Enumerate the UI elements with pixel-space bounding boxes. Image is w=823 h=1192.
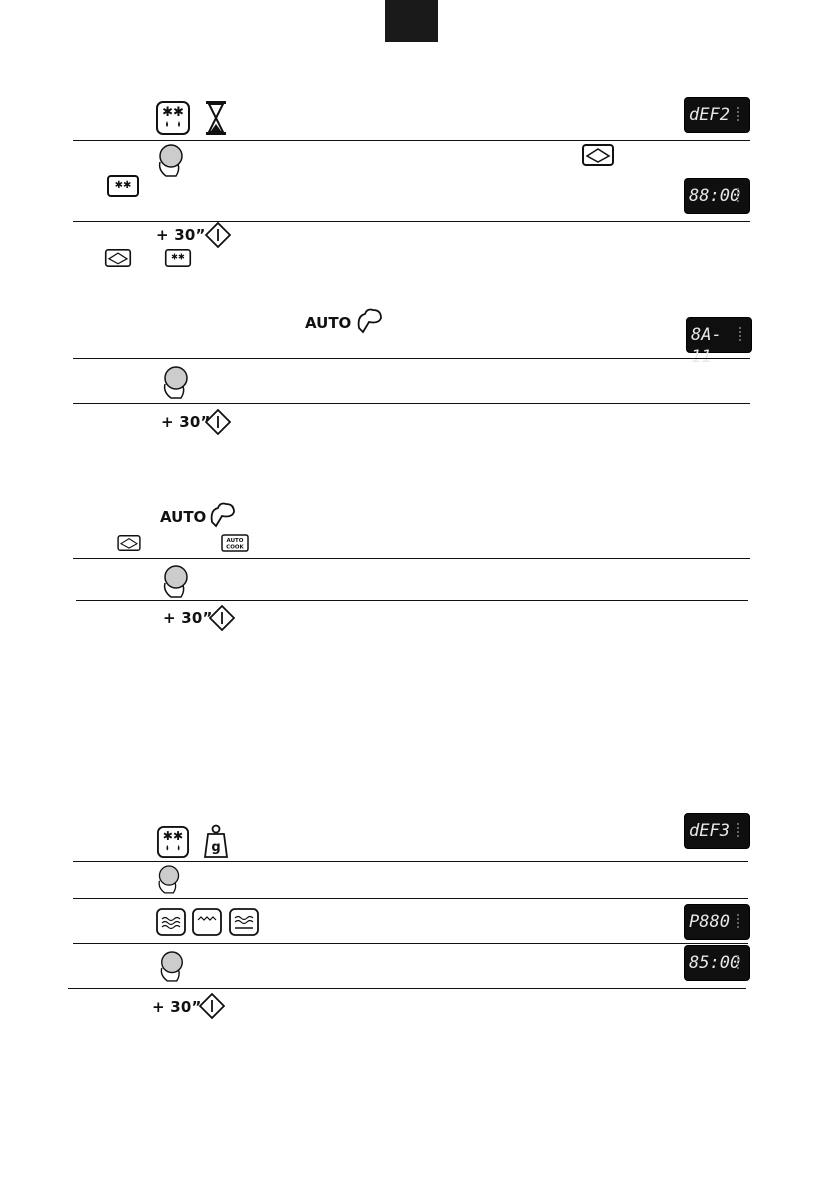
svg-text:g: g [211,840,221,855]
display-screen [684,178,750,214]
microwave-low-icon [192,908,222,936]
page-tab-marker [385,0,438,42]
defrost-icon [156,101,190,135]
auto-label: AUTO [305,314,352,332]
svg-text:✱✱: ✱✱ [171,251,185,262]
plus30-label: + 30” [156,226,206,244]
auto-label: AUTO [160,508,207,526]
divider [73,140,750,141]
divider [73,221,750,222]
start-icon [205,409,231,435]
dial-hand-icon [156,863,182,895]
divider [68,988,746,989]
display-screen [684,904,750,940]
display-screen [684,945,750,981]
svg-text:✱✱: ✱✱ [162,105,184,120]
divider [76,600,748,601]
svg-text:✱✱: ✱✱ [162,829,184,844]
auto-chef-icon [355,306,385,334]
auto-chef-icon [208,500,238,528]
defrost-mode-icon [107,175,139,197]
divider [73,558,750,559]
plus30-label: + 30” [152,998,202,1016]
hourglass-icon [205,100,227,136]
dial-hand-icon [161,364,191,400]
autocook-bottom-text: COOK [226,544,244,551]
display-readout: dEF3 [689,821,730,841]
autocook-icon [221,534,249,552]
display-screen [684,813,750,849]
display-readout: P880 [689,912,730,932]
plus30-label: + 30” [161,413,211,431]
divider [73,943,748,944]
grill-plate-icon [582,144,614,166]
start-icon [205,222,231,248]
defrost-mode-icon [163,249,193,267]
dial-hand-icon [161,563,191,599]
microwave-grill-icon [229,908,259,936]
plus30-label: + 30” [163,609,213,627]
dial-hand-icon [156,142,186,178]
start-icon [199,993,225,1019]
weight-icon [204,824,228,858]
microwave-power-icon [156,908,186,936]
divider [73,358,750,359]
display-screen [686,317,752,367]
defrost-icon [156,826,190,858]
divider [73,403,750,404]
display-readout: 8A-11 [691,325,722,367]
dial-hand-icon [158,949,186,983]
display-screen [684,97,750,133]
display-readout: dEF2 [689,105,730,125]
divider [73,898,748,899]
grill-plate-icon [103,249,133,267]
grill-plate-icon [115,535,143,551]
svg-text:✱✱: ✱✱ [114,180,132,191]
start-icon [209,605,235,631]
display-readout: 85:00 [689,953,741,973]
autocook-top-text: AUTO [226,538,244,544]
display-readout: 88:00 [689,186,741,206]
divider [73,861,748,862]
